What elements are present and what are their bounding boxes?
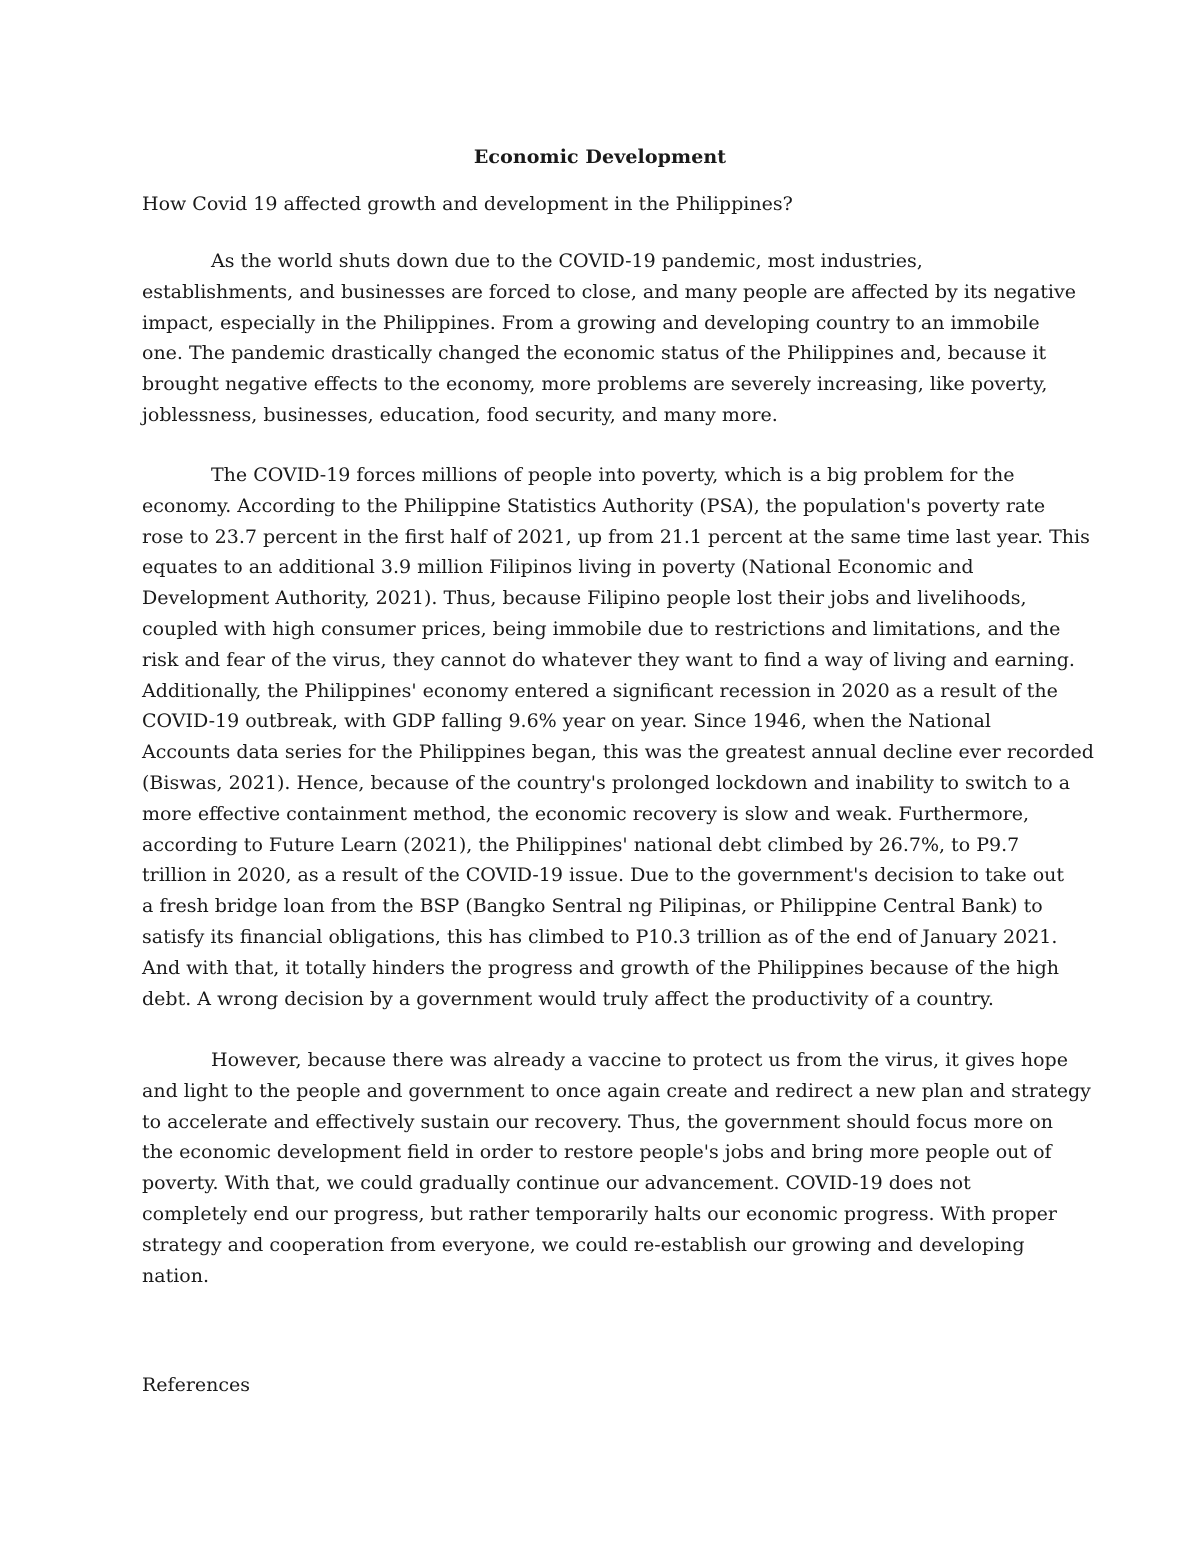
paragraph-line: And with that, it totally hinders the progress and growth of the Philippines because of the high [142,956,1059,979]
paragraph-line: equates to an additional 3.9 million Filipinos living in poverty (National Economic and [142,556,974,579]
paragraph-line: impact, especially in the Philippines. From a growing and developing country to an immobile [142,311,1040,334]
paragraph-line: a fresh bridge loan from the BSP (Bangko Sentral ng Pilipinas, or Philippine Central Bank) to [142,895,1043,918]
document-question: How Covid 19 affected growth and development in the Philippines? [142,193,793,215]
paragraph-line: poverty. With that, we could gradually continue our advancement. COVID-19 does not [142,1172,971,1195]
paragraph-line: risk and fear of the virus, they cannot do whatever they want to find a way of living and earning. [142,648,1075,671]
paragraph-line: more effective containment method, the economic recovery is slow and weak. Furthermore, [142,802,1030,825]
paragraph-line: establishments, and businesses are forced to close, and many people are affected by its negative [142,280,1076,303]
paragraph-line: (Biswas, 2021). Hence, because of the country's prolonged lockdown and inability to switch to a [142,771,1071,794]
paragraph-line: joblessness, businesses, education, food security, and many more. [142,403,778,426]
document-title: Economic Development [473,146,727,168]
paragraph-line: trillion in 2020, as a result of the COVID-19 issue. Due to the government's decision to take out [142,864,1065,887]
paragraph-line: nation. [142,1264,209,1287]
paragraph-line: according to Future Learn (2021), the Philippines' national debt climbed by 26.7%, to P9.7 [142,833,1020,856]
references-heading: References [142,1374,251,1396]
paragraph-line: completely end our progress, but rather temporarily halts our economic progress. With proper [142,1202,1057,1225]
paragraph-line: COVID-19 outbreak, with GDP falling 9.6% year on year. Since 1946, when the National [142,710,991,733]
paragraph-line: and light to the people and government to once again create and redirect a new plan and strategy [142,1079,1091,1102]
paragraph-line: strategy and cooperation from everyone, we could re-establish our growing and developing [142,1233,1025,1256]
paragraph-line: the economic development field in order to restore people's jobs and bring more people out of [142,1141,1052,1164]
paragraph-line: one. The pandemic drastically changed the economic status of the Philippines and, because it [142,342,1047,365]
paragraph-line: coupled with high consumer prices, being immobile due to restrictions and limitations, and the [142,617,1061,640]
paragraph-line: satisfy its financial obligations, this has climbed to P10.3 trillion as of the end of January 2021. [142,925,1058,948]
paragraph-3 [142,1045,1091,1291]
paragraph-line: As the world shuts down due to the COVID-19 pandemic, most industries, [211,250,923,272]
paragraph-line: debt. A wrong decision by a government would truly affect the productivity of a country. [142,987,994,1010]
paragraph-line: However, because there was already a vaccine to protect us from the virus, it gives hope [211,1049,1068,1071]
paragraph-line: The COVID-19 forces millions of people into poverty, which is a big problem for the [211,464,1015,486]
paragraph-line: rose to 23.7 percent in the first half of 2021, up from 21.1 percent at the same time last year. This [142,525,1090,548]
paragraph-line: to accelerate and effectively sustain our recovery. Thus, the government should focus more on [142,1110,1053,1133]
paragraph-line: Development Authority, 2021). Thus, because Filipino people lost their jobs and livelihoods, [142,587,1027,610]
paragraph-line: Accounts data series for the Philippines began, this was the greatest annual decline ever recorded [142,741,1094,764]
paragraph-2 [142,460,1094,1014]
paragraph-line: brought negative effects to the economy, more problems are severely increasing, like poverty, [142,373,1048,396]
paragraph-1 [142,246,1082,431]
paragraph-line: economy. According to the Philippine Statistics Authority (PSA), the population's poverty rate [142,494,1046,517]
paragraph-line: Additionally, the Philippines' economy entered a significant recession in 2020 as a result of the [142,679,1058,702]
